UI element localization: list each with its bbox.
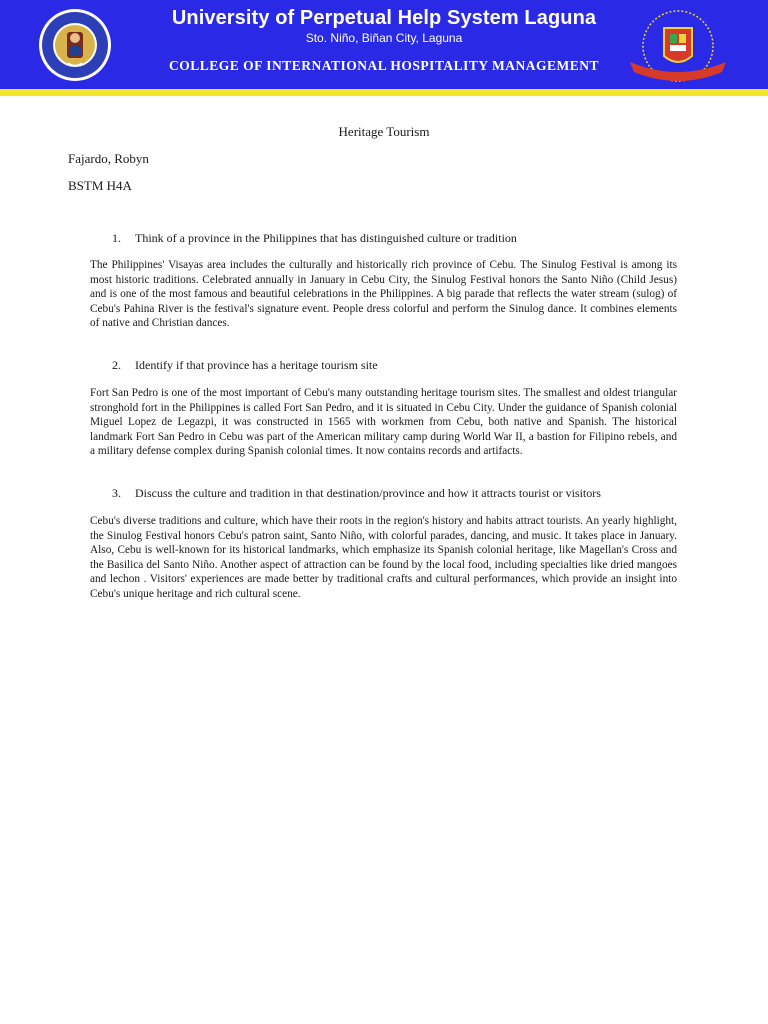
university-address: Sto. Niño, Biñan City, Laguna	[305, 31, 463, 45]
class-section: BSTM H4A	[68, 178, 132, 193]
question-text: Identify if that province has a heritage tourism site	[135, 358, 378, 372]
answer-1: The Philippines' Visayas area includes the culturally and historically rich province of Cebu. The Sinulog Festival is among its most historic traditions. Celebrated annually in January in Cebu City, the Sinulog Festival honors the Santo Niño (Child Jesus) and is one of the most famous and beautiful celebrations in the Philippines. A big parade that reflects the water stream (sulog) of Cebu's Pahina River is the festival's signature event. People dress colorful and perform the Sinulog dance. It combines elements of native and Christian dances.	[90, 259, 677, 330]
answer-3: Cebu's diverse traditions and culture, which have their roots in the region's history and habits attract tourists. An yearly highlight, the Sinulog Festival honors Cebu's patron saint, Santo Niño, with colorful parades, dancing, and music. It takes place in January. Also, Cebu is well-known for its historical landmarks, which emphasize its Spanish colonial heritage, like Magellan's Cross and the Basilica del Santo Niño. Another aspect of attraction can be found by the local food, including specialties like dried mangoes and lechon . Visitors' experiences are made better by traditional crafts and cultural performances, which provide an insight into Cebu's unique heritage and rich cultural scene.	[90, 515, 677, 600]
question-number: 3.	[112, 486, 121, 500]
question-1	[112, 231, 712, 246]
header-stripe	[0, 89, 768, 96]
college-name: COLLEGE OF INTERNATIONAL HOSPITALITY MANAGEMENT	[168, 58, 600, 73]
answer-2: Fort San Pedro is one of the most important of Cebu's many outstanding heritage tourism sites. The smallest and oldest triangular stronghold fort in the Philippines is called Fort San Pedro, and it is situated in Cebu City. Under the guidance of Spanish colonial Miguel Lopez de Legazpi, it was constructed in 1565 with workmen from Cebu, both native and Spanish. The historical landmark Fort San Pedro in Cebu was part of the American military camp during World War II, a bastion for Filipino rebels, and a military defense complex during Spanish colonial times. It now contains records and artifacts.	[90, 387, 677, 458]
question-2	[112, 358, 712, 373]
question-3	[112, 486, 712, 501]
author-name: Fajardo, Robyn	[68, 151, 149, 166]
university-name: University of Perpetual Help System Laguna	[171, 7, 597, 29]
question-text: Discuss the culture and tradition in that destination/province and how it attracts tourist or visitors	[135, 486, 601, 500]
question-text: Think of a province in the Philippines that has distinguished culture or tradition	[135, 231, 517, 245]
question-number: 2.	[112, 358, 121, 372]
document-title: Heritage Tourism	[338, 124, 430, 139]
question-number: 1.	[112, 231, 121, 245]
